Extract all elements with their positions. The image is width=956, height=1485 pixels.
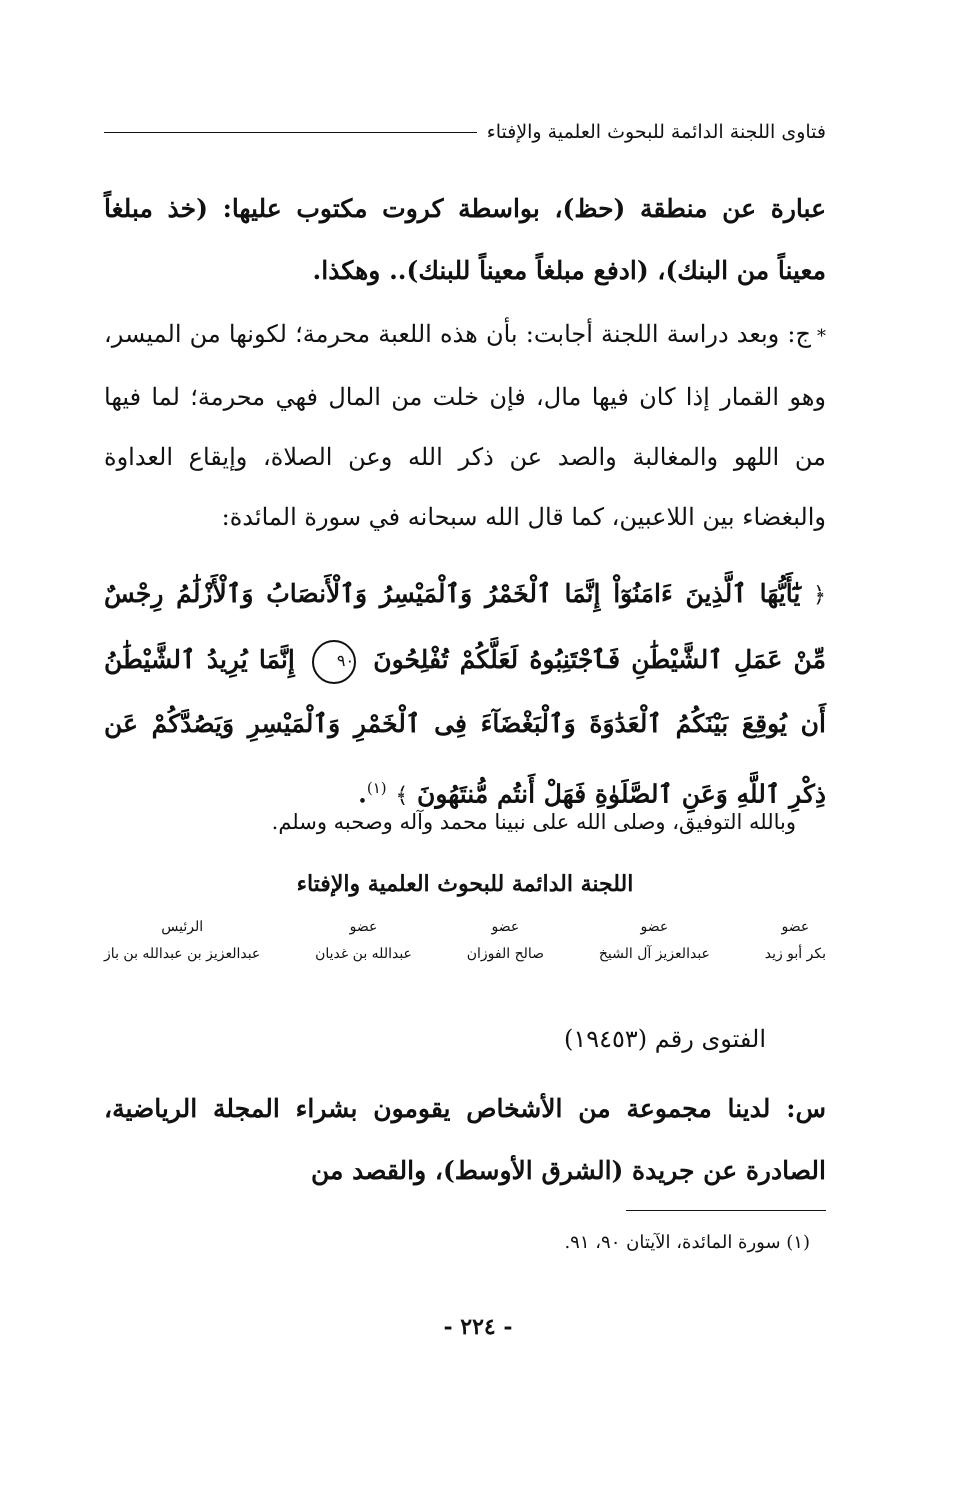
quran-open-ornament: ﴿ bbox=[813, 583, 826, 608]
signatory-role: عضو bbox=[349, 919, 378, 935]
answer-text: ج: وبعد دراسة اللجنة أجابت: بأن هذه اللعبة محرمة؛ لكونها من الميسر، وهو القمار إذا كان فيها مال، فإن خلت من المال فهي محرمة؛ لما فيها من اللهو والمغالبة والصد عن ذكر الله وعن الصلاة، وإيقاع العداوة والبغضاء بين اللاعبين، كما قال الله سبحانه في سورة المائدة: bbox=[104, 320, 826, 531]
signatory-role: عضو bbox=[781, 919, 810, 935]
signatory bbox=[315, 914, 412, 968]
footnote: (١) سورة المائدة، الآيتان ٩٠، ٩١. bbox=[564, 1232, 810, 1253]
ayah-number-marker: ٩٠ bbox=[312, 640, 356, 684]
running-header bbox=[104, 112, 826, 152]
quran-quote bbox=[104, 562, 826, 828]
quran-close-ornament: ﴾ bbox=[395, 783, 409, 809]
signatories bbox=[104, 914, 826, 968]
signatory-name: عبدالعزيز بن عبدالله بن باز bbox=[104, 946, 261, 962]
answer-marker: * bbox=[817, 326, 826, 347]
signatory bbox=[467, 914, 544, 968]
signatory-name: صالح الفوزان bbox=[466, 946, 545, 962]
question-paragraph: س: لدينا مجموعة من الأشخاص يقومون بشراء المجلة الرياضية، الصادرة عن جريدة (الشرق الأوسط)، والقصد من bbox=[104, 1094, 826, 1185]
footnote-reference: (١) bbox=[366, 779, 387, 797]
signatory-role: عضو bbox=[491, 919, 520, 935]
committee-name: اللجنة الدائمة للبحوث العلمية والإفتاء bbox=[296, 871, 634, 897]
signatory bbox=[599, 914, 710, 968]
answer-paragraph bbox=[104, 304, 826, 547]
quran-verse-90: يَٰٓأَيُّهَا ٱلَّذِينَ ءَامَنُوٓاْ إِنَّمَا ٱلْخَمْرُ وَٱلْمَيْسِرُ وَٱلْأَنصَابُ وَٱلْأَزْلَٰمُ رِجْسٌ مِّنْ عَمَلِ ٱلشَّيْطَٰنِ فَٱجْتَنِبُوهُ لَعَلَّكُمْ تُفْلِحُونَ bbox=[104, 579, 826, 674]
fatwa-number: الفتوى رقم (١٩٤٥٣) bbox=[563, 1025, 766, 1053]
signatory-name: عبدالله بن غديان bbox=[315, 946, 412, 962]
signatory-role: الرئيس bbox=[161, 919, 204, 935]
footnote-rule bbox=[626, 1210, 826, 1211]
quran-end-punct: . bbox=[358, 779, 367, 809]
page-number: - ٢٢٤ - bbox=[443, 1314, 513, 1340]
signatory-role: عضو bbox=[640, 919, 669, 935]
signatory bbox=[104, 914, 260, 968]
quran-verse-91: إِنَّمَا يُرِيدُ ٱلشَّيْطَٰنُ أَن يُوقِعَ بَيْنَكُمُ ٱلْعَدَٰوَةَ وَٱلْبَغْضَآءَ فِى ٱلْخَمْرِ وَٱلْمَيْسِرِ وَيَصُدَّكُمْ عَن ذِكْرِ ٱللَّهِ وَعَنِ ٱلصَّلَوٰةِ فَهَلْ أَنتُم مُّنتَهُونَ bbox=[104, 645, 826, 809]
signatory-name: بكر أبو زيد bbox=[764, 946, 826, 962]
signatory-name: عبدالعزيز آل الشيخ bbox=[598, 946, 710, 962]
header-rule bbox=[104, 132, 477, 133]
running-title: فتاوى اللجنة الدائمة للبحوث العلمية والإفتاء bbox=[486, 121, 826, 143]
closing-line: وبالله التوفيق، وصلى الله على نبينا محمد وآله وصحبه وسلم. bbox=[271, 810, 796, 834]
question-continuation: عبارة عن منطقة (حظ)، بواسطة كروت مكتوب عليها: (خذ مبلغاً معيناً من البنك)، (ادفع مبلغاً معيناً للبنك).. وهكذا. bbox=[104, 194, 826, 285]
signatory bbox=[765, 914, 826, 968]
